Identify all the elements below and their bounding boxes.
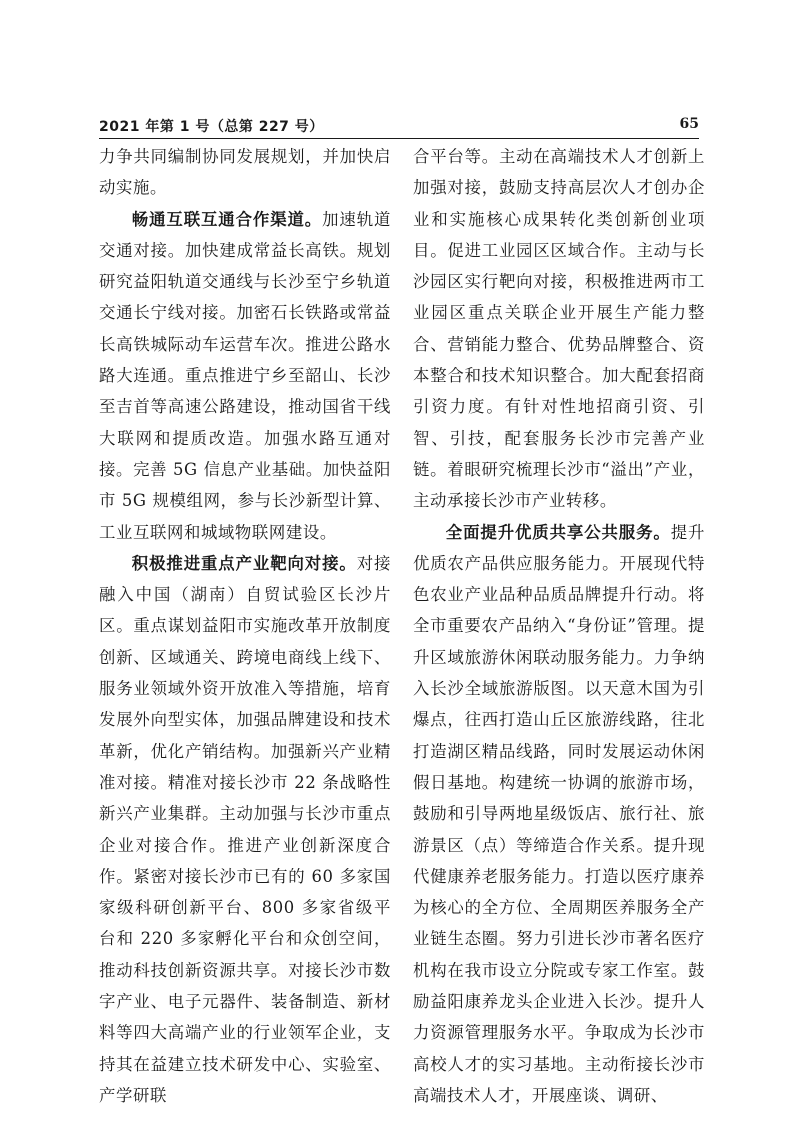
- section-lead: 畅通互联互通合作渠道。: [131, 209, 323, 229]
- paragraph: [99, 548, 391, 1111]
- paragraph: [413, 141, 705, 517]
- page-header: [99, 112, 699, 139]
- section-lead: 全面提升优质共享公共服务。: [445, 522, 671, 542]
- paragraph: [99, 204, 391, 548]
- paragraph: [413, 517, 705, 1112]
- paragraph-text: 力争共同编制协同发展规划，并加快启动实施。: [99, 147, 391, 198]
- paragraph-text: 对接融入中国（湖南）自贸试验区长沙片区。重点谋划益阳市实施改革开放制度创新、区域通关、跨境电商线上线下、服务业领域外资开放准入等措施，培育发展外向型实体，加强品牌建设和技术革新，优化产销结构。加强新兴产业精准对接。精准对接长沙市 22 条战略性新兴产业集群。主动加强与长沙市重点企业对接合作。推进产业创新深度合作。紧密对接长沙市已有的 60 多家国家级科研创新平台、800 多家省级平台和 220 多家孵化平台和众创空间，推动科技创新资源共享。对接长沙市数字产业、电子元器件、装备制造、新材料等四大高端产业的行业领军企业，支持其在益建立技术研发中心、实验室、产学研联: [99, 553, 391, 1105]
- right-column: [413, 141, 705, 1105]
- issue-label: 2021 年第 1 号（总第 227 号）: [99, 119, 324, 135]
- section-lead: 积极推进重点产业靶向对接。: [131, 553, 357, 573]
- left-column: [99, 141, 391, 1105]
- paragraph-text: 合平台等。主动在高端技术人才创新上加强对接，鼓励支持高层次人才创办企业和实施核心成果转化类创新创业项目。促进工业园区区域合作。主动与长沙园区实行靶向对接，积极推进两市工业园区重点关联企业开展生产能力整合、营销能力整合、优势品牌整合、资本整合和技术知识整合。加大配套招商引资力度。有针对性地招商引资、引智、引技，配套服务长沙市完善产业链。着眼研究梳理长沙市“溢出”产业，主动承接长沙市产业转移。: [413, 147, 705, 511]
- paragraph: [99, 141, 391, 204]
- paragraph-text: 提升优质农产品供应服务能力。开展现代特色农业产业品种品质品牌提升行动。将全市重要农产品纳入“身份证”管理。提升区域旅游休闲联动服务能力。力争纳入长沙全域旅游版图。以天意木国为引爆点，往西打造山丘区旅游线路，往北打造湖区精品线路，同时发展运动休闲假日基地。构建统一协调的旅游市场，鼓励和引导两地星级饭店、旅行社、旅游景区（点）等缔造合作关系。提升现代健康养老服务能力。打造以医疗康养为核心的全方位、全周期医养服务全产业链生态圈。努力引进长沙市著名医疗机构在我市设立分院或专家工作室。鼓励益阳康养龙头企业进入长沙。提升人力资源管理服务水平。争取成为长沙市高校人才的实习基地。主动衔接长沙市高端技术人才，开展座谈、调研、: [413, 522, 705, 1105]
- paragraph-text: 加速轨道交通对接。加快建成常益长高铁。规划研究益阳轨道交通线与长沙至宁乡轨道交通长宁线对接。加密石长铁路或常益长高铁城际动车运营车次。推进公路水路大连通。重点推进宁乡至韶山、长沙至吉首等高速公路建设，推动国省干线大联网和提质改造。加强水路互通对接。完善 5G 信息产业基础。加快益阳市 5G 规模组网，参与长沙新型计算、工业互联网和城域物联网建设。: [99, 209, 391, 542]
- page-number: 65: [679, 116, 699, 132]
